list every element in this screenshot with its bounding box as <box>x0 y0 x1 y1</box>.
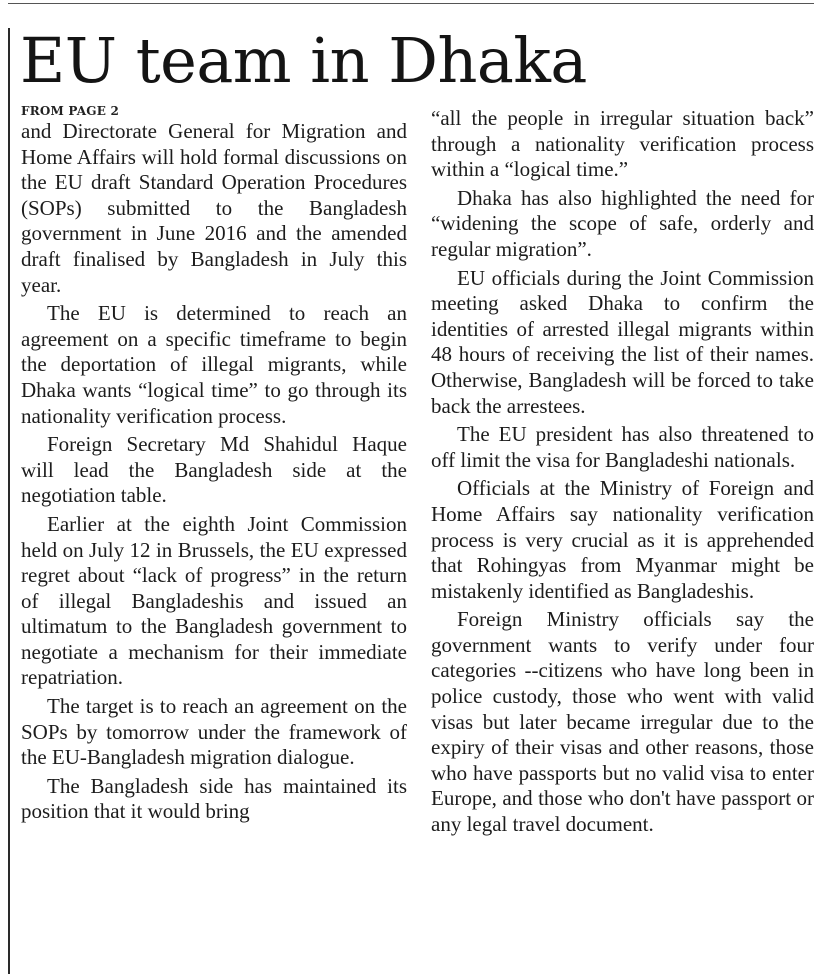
left-column <box>21 104 407 825</box>
paragraph: The EU president has also threatened to off limit the visa for Bangladeshi nationals. <box>431 422 814 472</box>
paragraph: Foreign Ministry officials say the government wants to verify under four categories --citizens who have long been in police custody, those who went with valid visas but later became irregular due to the expiry of their visas and other reasons, those who have passports but no valid visa to enter Europe, and those who don't have passport or any legal travel document. <box>431 607 814 837</box>
paragraph: The target is to reach an agreement on the SOPs by tomorrow under the framework of the EU-Bangladesh migration dialogue. <box>21 694 407 770</box>
paragraph: and Directorate General for Migration and Home Affairs will hold formal discussions on the EU draft Standard Operation Procedures (SOPs) submitted to the Bangladesh government in June 2016 and the amended draft finalised by Bangladesh in July this year. <box>21 119 407 297</box>
top-rule <box>8 3 814 4</box>
kicker: FROM PAGE 2 <box>21 104 119 118</box>
headline: EU team in Dhaka <box>20 24 587 97</box>
paragraph: Dhaka has also highlighted the need for “widening the scope of safe, orderly and regular migration”. <box>431 185 814 261</box>
right-column <box>431 104 814 838</box>
paragraph: EU officials during the Joint Commission meeting asked Dhaka to confirm the identities of arrested illegal migrants within 48 hours of receiving the list of their names. Otherwise, Bangladesh will be forced to take back the arrestees. <box>431 265 814 418</box>
paragraph: The EU is determined to reach an agreement on a specific timeframe to begin the deportation of illegal migrants, while Dhaka wants “logical time” to go through its nationality verification process. <box>21 301 407 428</box>
paragraph: Officials at the Ministry of Foreign and Home Affairs say nationality verification process is very crucial as it is apprehended that Rohingyas from Myanmar might be mistakenly identified as Bangladeshis. <box>431 476 814 603</box>
paragraph: Foreign Secretary Md Shahidul Haque will lead the Bangladesh side at the negotiation table. <box>21 432 407 508</box>
paragraph: The Bangladesh side has maintained its position that it would bring <box>21 773 407 824</box>
column-rule <box>8 28 10 974</box>
paragraph: Earlier at the eighth Joint Commission held on July 12 in Brussels, the EU expressed regret about “lack of progress” in the return of illegal Bangladeshis and issued an ultimatum to the Bangladesh government to negotiate a mechanism for their immediate repatriation. <box>21 511 407 690</box>
paragraph: “all the people in irregular situation back” through a nationality verification process within a “logical time.” <box>431 106 814 182</box>
